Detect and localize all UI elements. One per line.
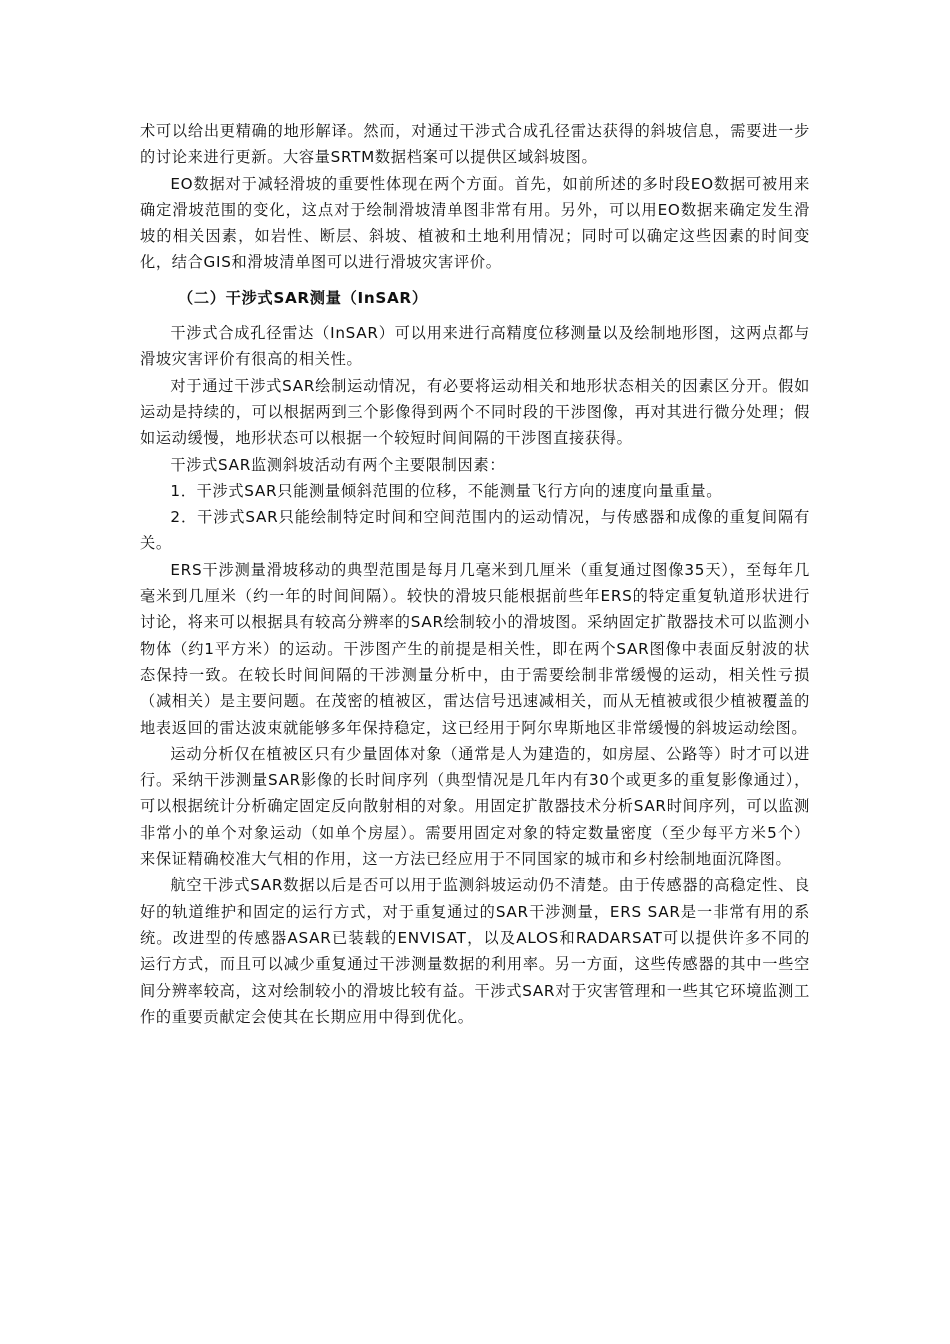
paragraph-srtm: 术可以给出更精确的地形解译。然而，对通过干涉式合成孔径雷达获得的斜坡信息，需要进一步的讨论来进行更新。大容量SRTM数据档案可以提供区域斜坡图。 bbox=[140, 122, 810, 167]
paragraph-airborne-insar: 航空干涉式SAR数据以后是否可以用于监测斜坡运动仍不清楚。由于传感器的高稳定性、良好的轨道维护和固定的运行方式，对于重复通过的SAR干涉测量，ERS SAR是一非常有用的系统。改进型的传感器ASAR已装载的ENVISAT，以及ALOS和RADARSAT可以提供许多不同的运行方式，而且可以减少重复通过干涉测量数据的利用率。另一方面，这些传感器的其中一些空间分辨率较高，这对绘制较小的滑坡比较有益。干涉式SAR对于灾害管理和一些其它环境监测工作的重要贡献定会使其在长期应用中得到优化。 bbox=[140, 876, 810, 1026]
paragraph-motion-mapping: 对于通过干涉式SAR绘制运动情况，有必要将运动相关和地形状态相关的因素区分开。假如运动是持续的，可以根据两到三个影像得到两个不同时段的干涉图像，再对其进行微分处理；假如运动缓慢，地形状态可以根据一个较短时间间隔的干涉图直接获得。 bbox=[140, 376, 810, 448]
paragraph-motion-analysis: 运动分析仅在植被区只有少量固体对象（通常是人为建造的，如房屋、公路等）时才可以进行。采纳干涉测量SAR影像的长时间序列（典型情况是几年内有30个或更多的重复影像通过），可以根据统计分析确定固定反向散射相的对象。用固定扩散器技术分析SAR时间序列，可以监测非常小的单个对象运动（如单个房屋）。需要用固定对象的特定数量密度（至少每平方米5个）来保证精确校准大气相的作用，这一方法已经应用于不同国家的城市和乡村绘制地面沉降图。 bbox=[140, 744, 810, 869]
section-heading-insar: （二）干涉式SAR测量（InSAR） bbox=[178, 288, 428, 307]
paragraph-limitations-intro: 干涉式SAR监测斜坡活动有两个主要限制因素： bbox=[170, 455, 506, 474]
list-item-limitation-1: 1．干涉式SAR只能测量倾斜范围的位移，不能测量飞行方向的速度向量重量。 bbox=[170, 481, 723, 500]
paragraph-insar-intro: 干涉式合成孔径雷达（InSAR）可以用来进行高精度位移测量以及绘制地形图，这两点都与滑坡灾害评价有很高的相关性。 bbox=[140, 324, 810, 369]
paragraph-ers-range: ERS干涉测量滑坡移动的典型范围是每月几毫米到几厘米（重复通过图像35天），至每年几毫米到几厘米（约一年的时间间隔）。较快的滑坡只能根据前些年ERS的特定重复轨道形状进行讨论，将来可以根据具有较高分辨率的SAR绘制较小的滑坡图。采纳固定扩散器技术可以监测小物体（约1平方米）的运动。干涉图产生的前提是相关性，即在两个SAR图像中表面反射波的状态保持一致。在较长时间间隔的干涉测量分析中，由于需要绘制非常缓慢的运动，相关性亏损（减相关）是主要问题。在茂密的植被区，雷达信号迅速减相关，而从无植被或很少植被覆盖的地表返回的雷达波束就能够多年保持稳定，这已经用于阿尔卑斯地区非常缓慢的斜坡运动绘图。 bbox=[140, 560, 810, 737]
list-item-limitation-2: 2．干涉式SAR只能绘制特定时间和空间范围内的运动情况，与传感器和成像的重复间隔有关。 bbox=[140, 508, 810, 553]
document-page bbox=[140, 118, 810, 1030]
paragraph-eo-data: EO数据对于减轻滑坡的重要性体现在两个方面。首先，如前所述的多时段EO数据可被用来确定滑坡范围的变化，这点对于绘制滑坡清单图非常有用。另外，可以用EO数据来确定发生滑坡的相关因素，如岩性、断层、斜坡、植被和土地利用情况；同时可以确定这些因素的时间变化，结合GIS和滑坡清单图可以进行滑坡灾害评价。 bbox=[140, 174, 810, 272]
